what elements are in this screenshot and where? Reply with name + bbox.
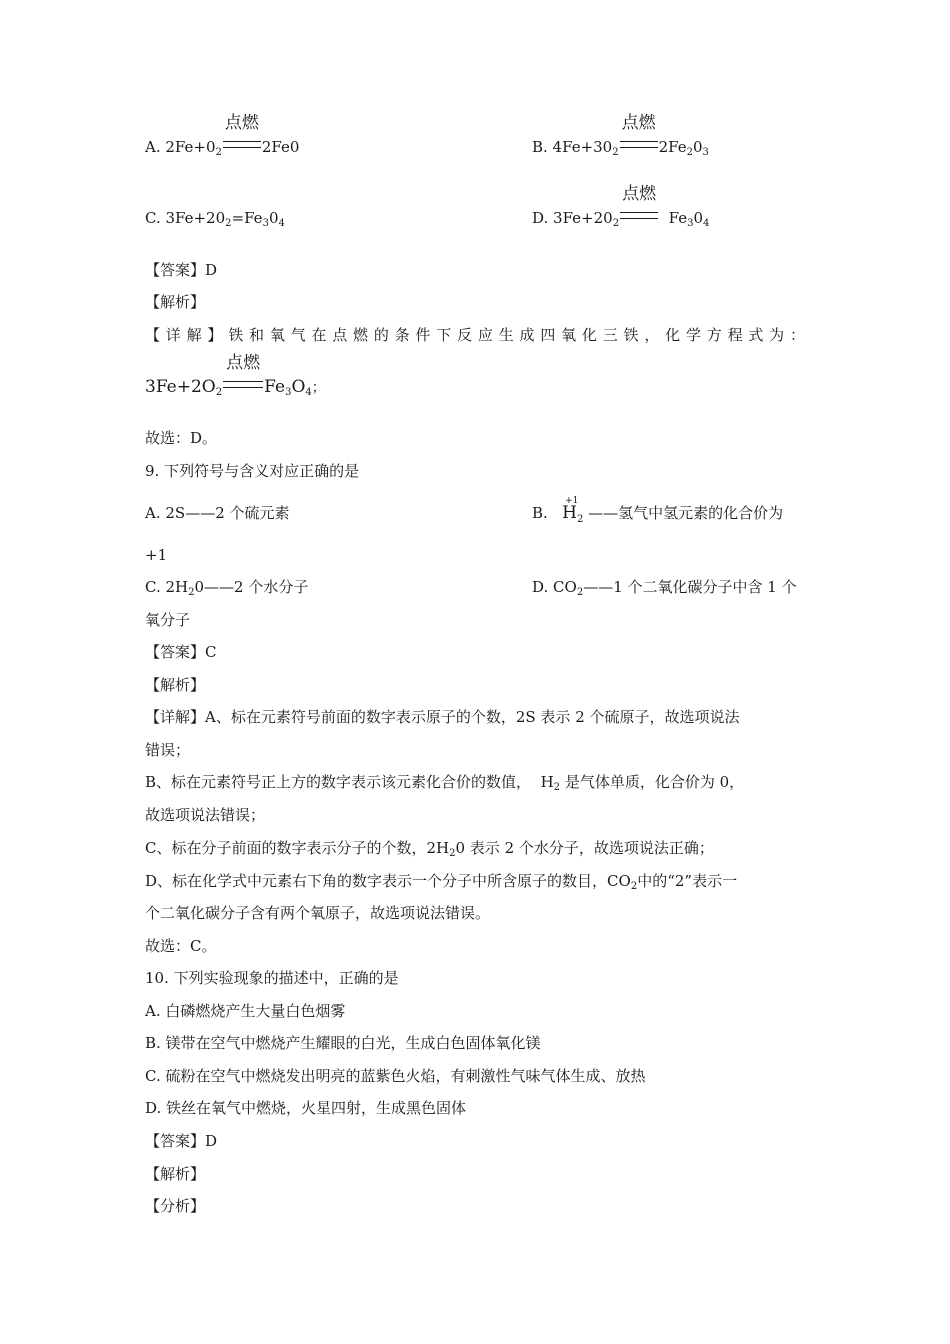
q8-option-d <box>532 184 710 234</box>
text: 0 <box>693 209 704 227</box>
q8-detail: 【详解】铁和氧气在点燃的条件下反应生成四氧化三铁，化学方程式为： <box>145 326 805 344</box>
subscript: 2 <box>215 147 222 158</box>
q8-equation <box>145 353 326 403</box>
text: 0 <box>268 209 279 227</box>
q9-option-b <box>532 496 784 530</box>
text: A. 2Fe+0 <box>145 138 216 156</box>
subscript: 2 <box>630 881 638 892</box>
q10-option-a: A. 白磷燃烧产生大量白色烟雾 <box>145 1002 346 1020</box>
text: 2Fe0 <box>261 138 300 156</box>
q10-answer: 【答案】D <box>145 1132 218 1150</box>
subscript: 2 <box>449 848 456 859</box>
q9-detail-a2: 错误； <box>145 741 191 759</box>
q9-option-d <box>532 577 797 603</box>
subscript: 3 <box>262 218 269 229</box>
q9-detail-b2: 故选项说法错误； <box>145 806 266 824</box>
q10-analysis: 【解析】 <box>145 1165 206 1183</box>
q9-detail-c <box>145 838 714 864</box>
q10-stem: 10. 下列实验现象的描述中，正确的是 <box>145 969 399 987</box>
subscript: 4 <box>278 218 285 229</box>
text: Fe <box>668 209 688 227</box>
q8-option-b <box>532 113 709 163</box>
q9-stem: 9. 下列符号与含义对应正确的是 <box>145 462 360 480</box>
valence-symbol <box>562 496 584 530</box>
condition-label: 点燃 <box>621 113 656 133</box>
q10-option-c: C. 硫粉在空气中燃烧发出明亮的蓝紫色火焰，有刺激性气味气体生成、放热 <box>145 1067 646 1085</box>
q8-option-a <box>145 113 300 163</box>
text: C. 2H <box>145 578 189 596</box>
text: Fe <box>264 377 286 397</box>
subscript: 2 <box>612 147 619 158</box>
condition-label: 点燃 <box>226 353 261 373</box>
text: D. 3Fe+20 <box>532 209 613 227</box>
text: H <box>562 503 577 523</box>
subscript: 3 <box>285 387 292 398</box>
text: =Fe <box>231 209 263 227</box>
reaction-arrow <box>619 113 659 157</box>
superscript: +1 <box>565 496 579 506</box>
text: C、标在分子前面的数字表示分子的个数，2H <box>145 839 450 857</box>
condition-label: 点燃 <box>224 113 259 133</box>
text: 是气体单质，化合价为 0， <box>564 773 745 791</box>
q9-detail-b1 <box>145 772 744 798</box>
subscript: 3 <box>687 218 694 229</box>
reaction-arrow <box>222 353 264 397</box>
text: B. <box>532 504 548 522</box>
q10-option-b: B. 镁带在空气中燃烧产生耀眼的白光，生成白色固体氧化镁 <box>145 1034 541 1052</box>
q9-answer: 【答案】C <box>145 643 217 661</box>
text: 3Fe+2O <box>145 377 216 397</box>
text: C. 3Fe+20 <box>145 209 226 227</box>
text: 0 <box>693 138 703 156</box>
q9-detail-a1: 【详解】A、标在元素符号前面的数字表示原子的个数，2S 表示 2 个硫原子，故选项说法 <box>145 708 740 726</box>
text: O <box>291 377 306 397</box>
q8-analysis: 【解析】 <box>145 293 206 311</box>
subscript: 2 <box>576 514 584 525</box>
subscript: 2 <box>215 387 223 398</box>
subscript: 2 <box>225 218 232 229</box>
text: 0 表示 2 个水分子，故选项说法正确； <box>455 839 714 857</box>
text: 2Fe <box>658 138 687 156</box>
reaction-arrow <box>619 184 659 228</box>
q9-analysis: 【解析】 <box>145 676 206 694</box>
text: ——1 个二氧化碳分子中含 1 个 <box>583 578 797 596</box>
q10-option-d: D. 铁丝在氧气中燃烧，火星四射，生成黑色固体 <box>145 1099 467 1117</box>
text: 中的“2”表示一 <box>637 872 738 890</box>
subscript: 4 <box>703 218 710 229</box>
q9-option-d-cont: 氧分子 <box>145 611 191 629</box>
reaction-arrow <box>222 113 262 157</box>
q8-answer: 【答案】D <box>145 261 218 279</box>
text: D、标在化学式中元素右下角的数字表示一个分子中所含原子的数目，CO <box>145 872 631 890</box>
subscript: 2 <box>686 147 693 158</box>
subscript: 2 <box>188 587 195 598</box>
q8-conclusion: 故选：D。 <box>145 429 218 447</box>
q9-detail-d2: 个二氧化碳分子含有两个氧原子，故选项说法错误。 <box>145 904 491 922</box>
text: B、标在元素符号正上方的数字表示该元素化合价的数值， <box>145 773 532 791</box>
subscript: 2 <box>553 782 561 793</box>
text: ——氢气中氢元素的化合价为 <box>588 504 784 522</box>
subscript: 2 <box>612 218 620 229</box>
q9-detail-d1 <box>145 871 737 897</box>
text: 0——2 个水分子 <box>194 578 309 596</box>
q9-conclusion: 故选：C。 <box>145 937 217 955</box>
text: ； <box>311 380 326 396</box>
q10-fenxi: 【分析】 <box>145 1197 206 1215</box>
text: H <box>540 773 554 791</box>
text: B. 4Fe+30 <box>532 138 613 156</box>
condition-label: 点燃 <box>622 184 657 204</box>
q9-option-b-cont: +1 <box>145 546 168 564</box>
q9-option-a: A. 2S——2 个硫元素 <box>145 504 290 522</box>
text: D. CO <box>532 578 577 596</box>
subscript: 4 <box>305 387 312 398</box>
q9-option-c <box>145 577 308 603</box>
q8-option-c <box>145 208 285 234</box>
subscript: 2 <box>576 587 584 598</box>
subscript: 3 <box>702 147 709 158</box>
